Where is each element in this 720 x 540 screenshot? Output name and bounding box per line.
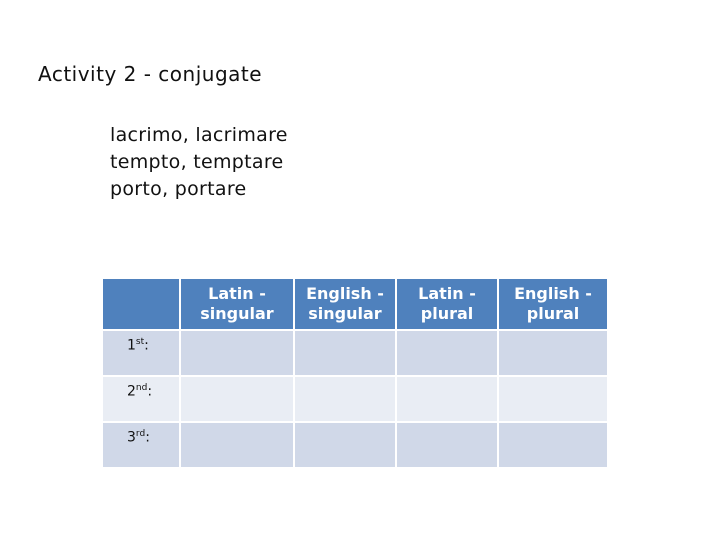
row-label-ordinal: st — [135, 337, 145, 347]
verb-porto: porto, portare — [110, 178, 247, 200]
header-english-plural: English - plural — [498, 278, 608, 330]
cell-3rd-english-singular[interactable] — [294, 422, 396, 468]
cell-1st-latin-plural[interactable] — [396, 330, 498, 376]
row-label-colon: : — [144, 337, 149, 354]
cell-3rd-latin-plural[interactable] — [396, 422, 498, 468]
row-label-2nd — [102, 376, 180, 422]
row-label-1st — [102, 330, 180, 376]
cell-3rd-latin-singular[interactable] — [180, 422, 294, 468]
row-label-colon: : — [145, 429, 150, 446]
activity-title: Activity 2 - conjugate — [38, 62, 263, 86]
cell-2nd-latin-singular[interactable] — [180, 376, 294, 422]
cell-1st-english-plural[interactable] — [498, 330, 608, 376]
header-latin-plural: Latin - plural — [396, 278, 498, 330]
row-label-ordinal: nd — [135, 383, 148, 393]
header-english-singular: English - singular — [294, 278, 396, 330]
conjugation-table — [101, 277, 609, 469]
table-row-second-person — [102, 376, 608, 422]
table-row-third-person — [102, 422, 608, 468]
row-label-ordinal: rd — [135, 429, 146, 439]
row-label-3rd — [102, 422, 180, 468]
row-label-number: 2 — [127, 383, 136, 400]
row-label-number: 1 — [127, 337, 136, 354]
cell-3rd-english-plural[interactable] — [498, 422, 608, 468]
row-label-number: 3 — [127, 429, 136, 446]
cell-2nd-english-plural[interactable] — [498, 376, 608, 422]
cell-2nd-english-singular[interactable] — [294, 376, 396, 422]
cell-1st-english-singular[interactable] — [294, 330, 396, 376]
table-row-first-person — [102, 330, 608, 376]
corner-header-cell — [102, 278, 180, 330]
row-label-colon: : — [147, 383, 153, 400]
verb-tempto: tempto, temptare — [110, 151, 284, 173]
header-latin-singular: Latin - singular — [180, 278, 294, 330]
verb-list — [110, 122, 288, 203]
cell-2nd-latin-plural[interactable] — [396, 376, 498, 422]
cell-1st-latin-singular[interactable] — [180, 330, 294, 376]
verb-lacrimo: lacrimo, lacrimare — [110, 124, 288, 146]
table-header-row — [102, 278, 608, 330]
